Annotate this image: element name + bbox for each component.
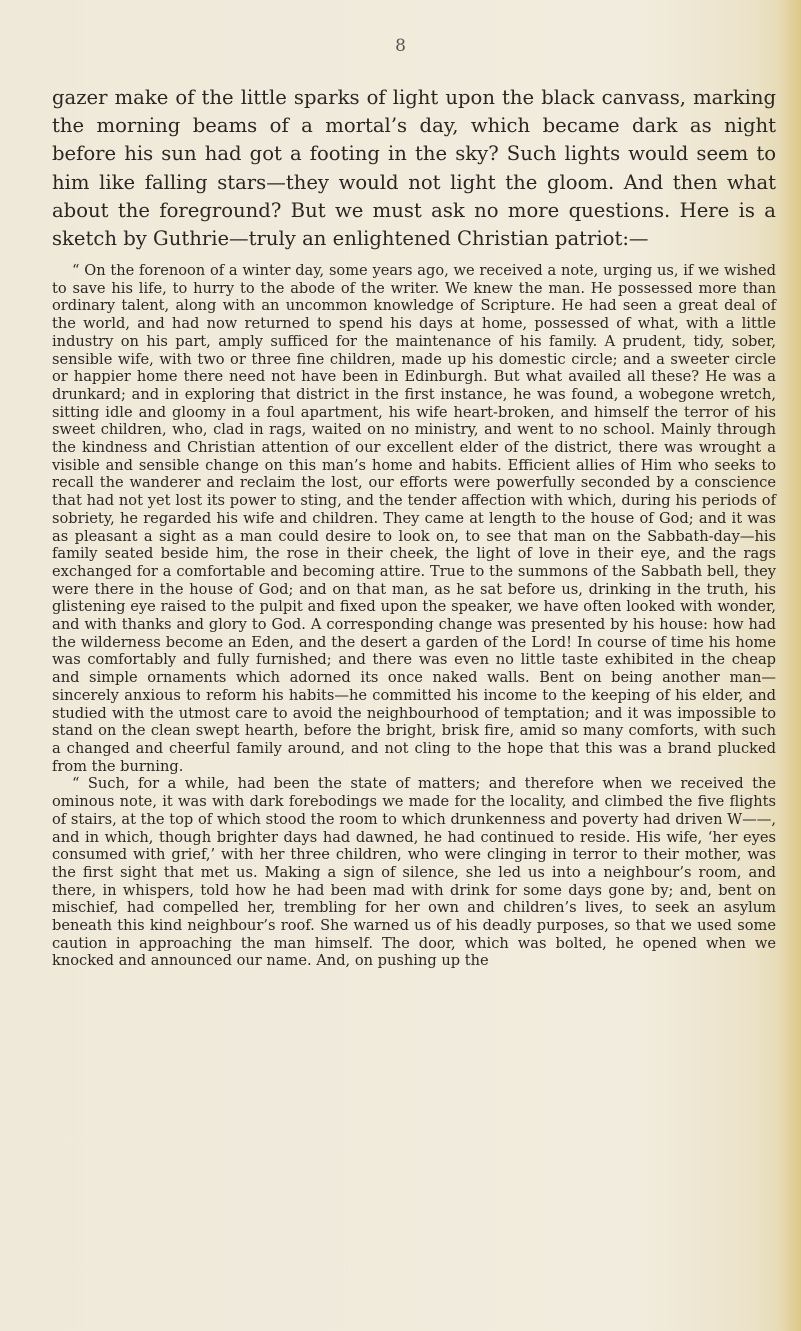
quote-paragraph: “ Such, for a while, had been the state of matters; and therefore when we received the ominous note, it was with dark forebodings we made for the locality, and climbed the five flights of stairs, at the top of which stood the room to which drunkenness and poverty had driven W——, and in which, though brighter days had dawned, he had continued to reside. His wife, ‘her eyes consumed with grief,’ with her three children, who were clinging in terror to their mother, was the first sight that met us. Making a sign of silence, she led us into a neighbour’s room, and there, in whispers, told how he had been mad with drink for some days gone by; and, bent on mischief, had compelled her, trembling for her own and children’s lives, to seek an asylum beneath this kind neighbour’s roof. She warned us of his deadly purposes, so that we used some caution in approaching the man himself. The door, which was bolted, he opened when we knocked and announced our name. And, on pushing up the bbox=[52, 775, 776, 970]
page-number: 8 bbox=[395, 36, 406, 56]
quote-paragraph: “ On the forenoon of a winter day, some years ago, we received a note, urging us, if we wished to save his life, to hurry to the abode of the writer. We knew the man. He possessed more than ordinary talent, along with an uncommon knowledge of Scripture. He had seen a great deal of the world, and had now returned to spend his days at home, possessed of what, with a little industry on his part, amply sufficed for the maintenance of his family. A prudent, tidy, sober, sensible wife, with two or three fine children, made up his domestic circle; and a sweeter circle or happier home there need not have been in Edinburgh. But what availed all these? He was a drunkard; and in exploring that district in the first instance, he was found, a wobegone wretch, sitting idle and gloomy in a foul apartment, his wife heart-broken, and himself the terror of his sweet children, who, clad in rags, waited on no ministry, and went to no school. Mainly through the kindness and Christian attention of our excellent elder of the district, there was wrought a visible and sensible change on this man’s home and habits. Efficient allies of Him who seeks to recall the wanderer and reclaim the lost, our efforts were powerfully seconded by a conscience that had not yet lost its power to sting, and the tender affection with which, during his periods of sobriety, he regarded his wife and children. They came at length to the house of God; and it was as pleasant a sight as a man could desire to look on, to see that man on the Sabbath-day—his family seated beside him, the rose in their cheek, the light of love in their eye, and the rags exchanged for a comfortable and becoming attire. True to the summons of the Sabbath bell, they were there in the house of God; and on that man, as he sat before us, drinking in the truth, his glistening eye raised to the pulpit and fixed upon the speaker, we have often looked with wonder, and with thanks and glory to God. A corresponding change was presented by his house: how had the wilderness become an Eden, and the desert a garden of the Lord! In course of time his home was comfortably and fully furnished; and there was even no little taste exhibited in the cheap and simple ornaments which adorned its once naked walls. Bent on being another man—sincerely anxious to reform his habits—he committed his income to the keeping of his elder, and studied with the utmost care to avoid the neighbourhood of temptation; and it was impossible to stand on the clean swept hearth, before the bright, brisk fire, amid so many comforts, with such a changed and cheerful family around, and not cling to the hope that this was a brand plucked from the burning. bbox=[52, 262, 776, 775]
quoted-passage bbox=[52, 262, 776, 970]
page-edge-stain bbox=[779, 0, 801, 1331]
intro-paragraph: gazer make of the little sparks of light upon the black canvass, marking the morning beams of a mortal’s day, which became dark as night before his sun had got a footing in the sky? Such lights would seem to him like falling stars—they would not light the gloom. And then what about the foreground? But we must ask no more questions. Here is a sketch by Guthrie—truly an enlightened Christian patriot:— bbox=[52, 86, 776, 251]
